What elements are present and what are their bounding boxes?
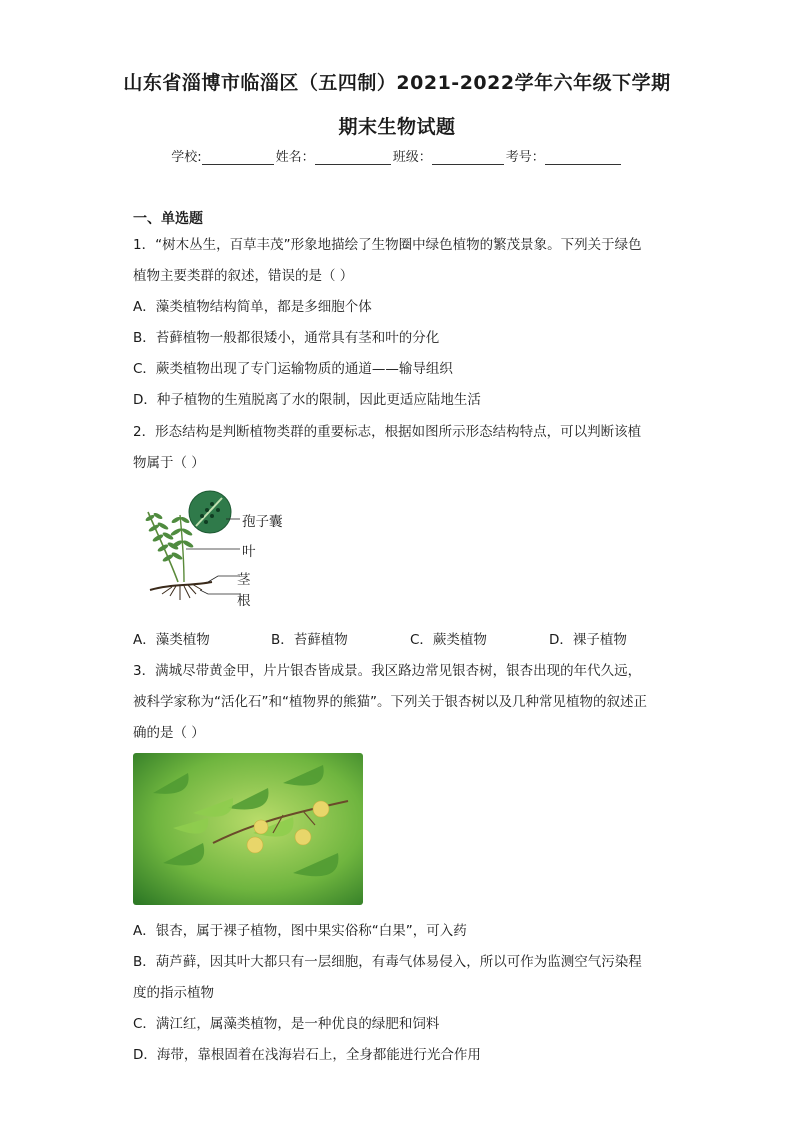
q3-option-c[interactable]: C．满江红，属藻类植物，是一种优良的绿肥和饲料 — [133, 1016, 440, 1032]
label-sporangium: 孢子囊 — [242, 514, 283, 530]
school-label: 学校: — [171, 150, 202, 165]
q3-option-b-line2[interactable]: 度的指示植物 — [133, 985, 214, 1001]
q2-option-b[interactable]: B．苔藓植物 — [271, 632, 348, 648]
q2-stem-line1: 2．形态结构是判断植物类群的重要标志，根据如图所示形态结构特点，可以判断该植 — [133, 424, 642, 440]
label-leaf: 叶 — [242, 544, 256, 560]
section-heading: 一、单选题 — [133, 211, 203, 227]
q1-stem-line2: 植物主要类群的叙述，错误的是（ ） — [133, 268, 354, 284]
ginkgo-photo — [133, 753, 363, 905]
q1-stem-line1: 1．“树木丛生，百草丰茂”形象地描绘了生物圈中绿色植物的繁茂景象。下列关于绿色 — [133, 237, 642, 253]
number-label: 考号： — [505, 150, 545, 165]
q3-option-a[interactable]: A．银杏，属于裸子植物，图中果实俗称“白果”，可入药 — [133, 923, 467, 939]
q1-option-b[interactable]: B．苔藓植物一般都很矮小，通常具有茎和叶的分化 — [133, 330, 440, 346]
school-blank[interactable] — [202, 150, 274, 165]
label-root: 根 — [237, 593, 251, 609]
q3-option-d[interactable]: D．海带，靠根固着在浅海岩石上，全身都能进行光合作用 — [133, 1047, 481, 1063]
label-stem: 茎 — [237, 572, 251, 588]
q2-option-c[interactable]: C．蕨类植物 — [410, 632, 487, 648]
q1-option-c[interactable]: C．蕨类植物出现了专门运输物质的通道——输导组织 — [133, 361, 453, 377]
class-label: 班级： — [392, 150, 432, 165]
q2-option-a[interactable]: A．藻类植物 — [133, 632, 210, 648]
number-blank[interactable] — [545, 150, 621, 165]
q3-option-b-line1[interactable]: B．葫芦藓，因其叶大都只有一层细胞，有毒气体易侵入，所以可作为监测空气污染程 — [133, 954, 642, 970]
q1-option-d[interactable]: D．种子植物的生殖脱离了水的限制，因此更适应陆地生活 — [133, 392, 481, 408]
class-blank[interactable] — [432, 150, 504, 165]
student-info-row — [0, 146, 794, 165]
name-blank[interactable] — [315, 150, 391, 165]
q3-stem-line1: 3．满城尽带黄金甲，片片银杏皆成景。我区路边常见银杏树，银杏出现的年代久远， — [133, 663, 642, 679]
fern-diagram — [140, 490, 300, 608]
q1-option-a[interactable]: A．藻类植物结构简单，都是多细胞个体 — [133, 299, 372, 315]
name-label: 姓名： — [275, 150, 315, 165]
q3-stem-line2: 被科学家称为“活化石”和“植物界的熊猫”。下列关于银杏树以及几种常见植物的叙述正 — [133, 694, 647, 710]
q2-stem-line2: 物属于（ ） — [133, 455, 205, 471]
q2-options — [133, 628, 653, 648]
exam-title-line2: 期末生物试题 — [338, 116, 456, 138]
exam-title-line1: 山东省淄博市临淄区（五四制）2021-2022学年六年级下学期 — [123, 72, 671, 94]
q2-option-d[interactable]: D．裸子植物 — [549, 632, 627, 648]
q3-stem-line3: 确的是（ ） — [133, 725, 205, 741]
